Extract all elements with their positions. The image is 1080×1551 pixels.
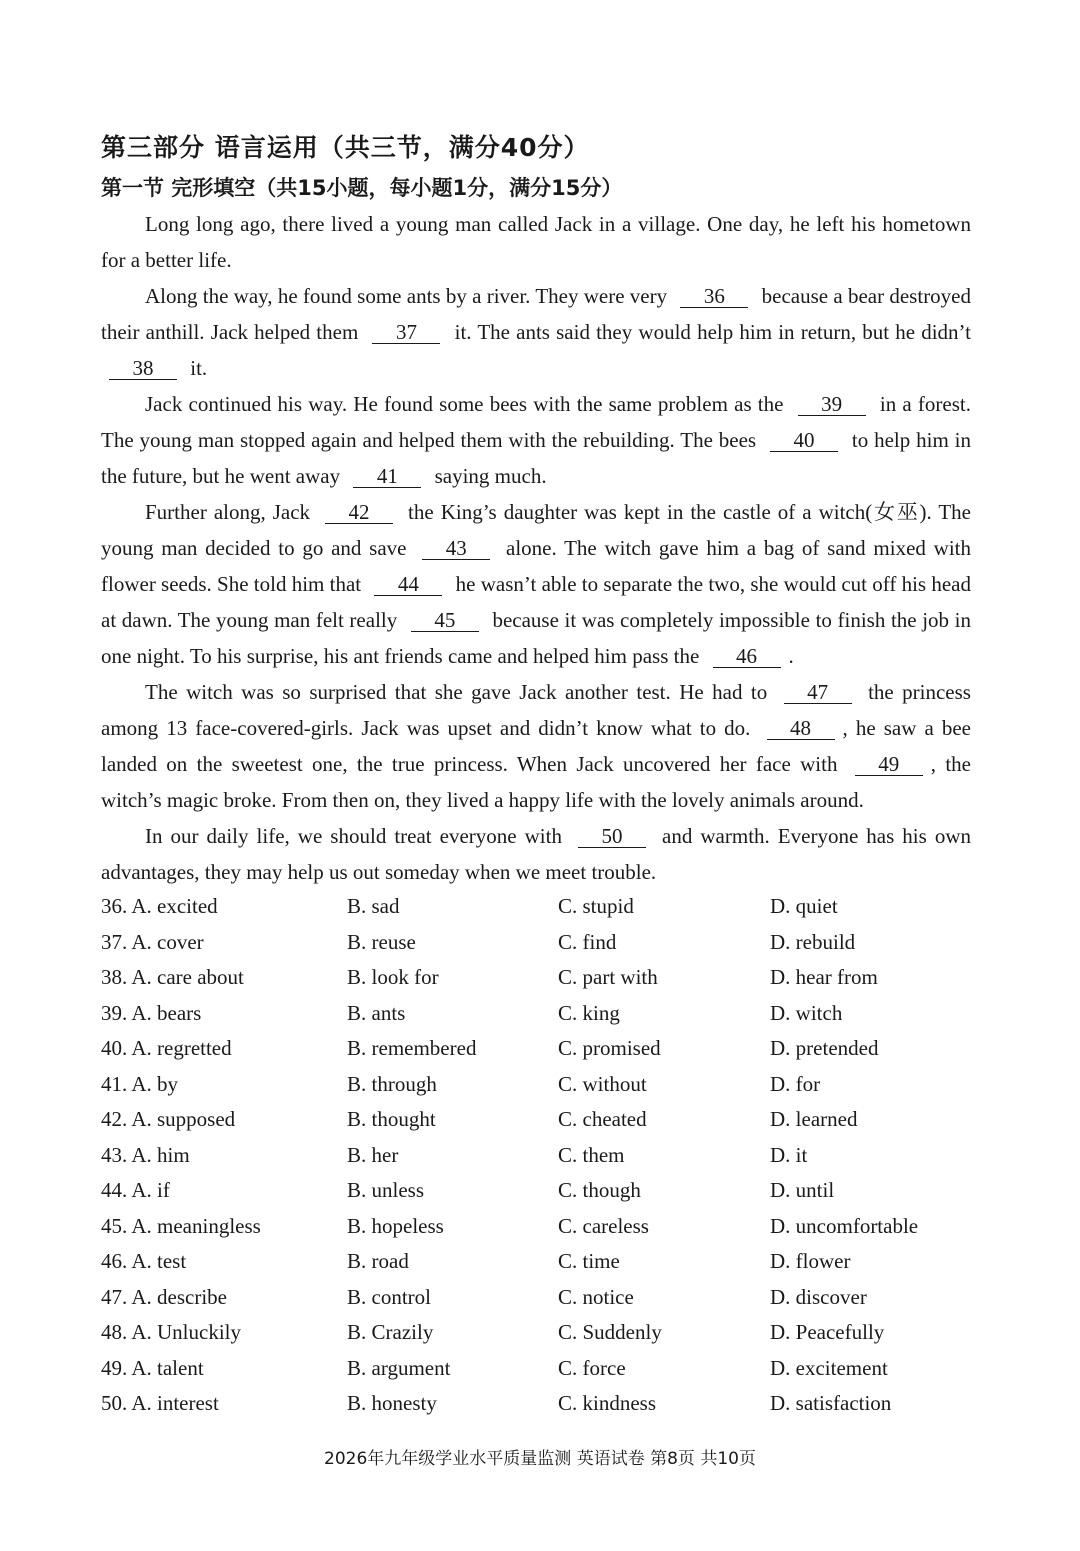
passage-text: it. <box>185 356 208 380</box>
option-d: D. pretended <box>770 1036 879 1060</box>
option-a: 41. A. by <box>101 1071 179 1096</box>
passage-text: saying much. <box>429 464 547 488</box>
option-b: B. unless <box>347 1178 425 1202</box>
option-d: D. excitement <box>770 1355 888 1380</box>
option-a: 44. A. if <box>101 1178 170 1202</box>
passage-text: In our daily life, we should treat everyone with <box>145 824 571 848</box>
option-d: D. satisfaction <box>770 1391 892 1415</box>
blank-50: 50 <box>578 825 646 848</box>
passage-text: , the witch’s magic broke. From then on, they lived a happy life with the lovely animals around. <box>101 752 972 812</box>
passage-text: because it was completely impossible to finish the job in one night. To his surprise, his ant friends came and helped him pass the <box>101 608 971 668</box>
option-b: B. honesty <box>347 1391 437 1415</box>
option-a: 43. A. him <box>101 1142 190 1167</box>
paragraph-5 <box>101 674 971 818</box>
option-c: C. Suddenly <box>558 1320 662 1344</box>
blank-45: 45 <box>411 609 479 632</box>
option-b: B. sad <box>347 894 400 918</box>
option-b: B. hopeless <box>347 1213 444 1238</box>
option-d: D. hear from <box>770 965 878 989</box>
option-a: 36. A. excited <box>101 894 218 918</box>
option-c: C. kindness <box>558 1391 657 1415</box>
blank-40: 40 <box>770 429 838 452</box>
cloze-passage <box>101 206 971 890</box>
paragraph-4 <box>101 494 971 674</box>
blank-48: 48 <box>767 717 835 740</box>
option-b: B. thought <box>347 1107 436 1131</box>
option-a: 39. A. bears <box>101 1000 202 1025</box>
option-c: C. though <box>558 1178 641 1202</box>
passage-text: Along the way, he found some ants by a river. They were very <box>145 284 673 308</box>
passage-text: Long long ago, there lived a young man called Jack in a village. One day, he left his hometown for a better life. <box>101 212 971 272</box>
option-a: 50. A. interest <box>101 1391 219 1415</box>
option-b: B. control <box>347 1284 431 1309</box>
option-c: C. them <box>558 1142 625 1167</box>
option-row-40 <box>101 1031 971 1067</box>
option-b: B. reuse <box>347 929 416 954</box>
option-c: C. part with <box>558 965 658 989</box>
blank-41: 41 <box>353 465 421 488</box>
option-d: D. discover <box>770 1284 867 1309</box>
option-c: C. notice <box>558 1284 634 1309</box>
paragraph-6 <box>101 818 971 890</box>
option-row-45 <box>101 1209 971 1245</box>
option-d: D. learned <box>770 1107 858 1131</box>
option-a: 37. A. cover <box>101 929 204 954</box>
blank-43: 43 <box>422 537 490 560</box>
blank-46: 46 <box>713 645 781 668</box>
option-a: 45. A. meaningless <box>101 1213 261 1238</box>
blank-47: 47 <box>784 681 852 704</box>
option-d: D. until <box>770 1178 835 1202</box>
passage-text: . <box>788 644 794 668</box>
section-title: 第三部分 语言运用（共三节，满分40分） <box>101 133 590 162</box>
option-b: B. argument <box>347 1355 451 1380</box>
option-c: C. force <box>558 1355 626 1380</box>
option-d: D. for <box>770 1071 821 1096</box>
passage-text: the King’s daughter was kept in the castle of a witch(女巫). The young man decided to go and save <box>101 500 971 560</box>
option-row-38 <box>101 960 971 996</box>
option-a: 46. A. test <box>101 1249 187 1273</box>
passage-text: in a forest. The young man stopped again and helped them with the rebuilding. The bees <box>101 392 971 452</box>
option-c: C. without <box>558 1071 647 1096</box>
option-row-46 <box>101 1244 971 1280</box>
option-row-36 <box>101 889 971 925</box>
passage-text: Jack continued his way. He found some bees with the same problem as the <box>145 392 790 416</box>
option-c: C. find <box>558 929 617 954</box>
option-d: D. rebuild <box>770 929 856 954</box>
blank-49: 49 <box>855 753 923 776</box>
option-d: D. it <box>770 1142 808 1167</box>
option-c: C. time <box>558 1249 620 1273</box>
option-c: C. cheated <box>558 1107 647 1131</box>
option-a: 47. A. describe <box>101 1284 227 1309</box>
option-row-48 <box>101 1315 971 1351</box>
option-b: B. through <box>347 1071 437 1096</box>
option-b: B. look for <box>347 965 439 989</box>
blank-42: 42 <box>325 501 393 524</box>
option-a: 49. A. talent <box>101 1355 204 1380</box>
option-c: C. king <box>558 1000 620 1025</box>
option-a: 48. A. Unluckily <box>101 1320 241 1344</box>
option-d: D. flower <box>770 1249 851 1273</box>
option-b: B. Crazily <box>347 1320 434 1344</box>
option-b: B. ants <box>347 1000 406 1025</box>
passage-text: the princess among 13 face-covered-girls. Jack was upset and didn’t know what to do. <box>101 680 971 740</box>
option-c: C. stupid <box>558 894 634 918</box>
passage-text: he wasn’t able to separate the two, she would cut off his head at dawn. The young man felt really <box>101 572 971 632</box>
option-row-50 <box>101 1386 971 1422</box>
blank-38: 38 <box>109 357 177 380</box>
option-d: D. witch <box>770 1000 843 1025</box>
passage-text: Further along, Jack <box>145 500 318 524</box>
option-b: B. her <box>347 1142 399 1167</box>
passage-text: to help him in the future, but he went away <box>101 428 971 488</box>
passage-text: alone. The witch gave him a bag of sand mixed with flower seeds. She told him that <box>101 536 971 596</box>
option-b: B. road <box>347 1249 409 1273</box>
passage-text: , he saw a bee landed on the sweetest one, the true princess. When Jack uncovered her face with <box>101 716 971 776</box>
option-d: D. quiet <box>770 894 838 918</box>
blank-44: 44 <box>374 573 442 596</box>
option-d: D. Peacefully <box>770 1320 885 1344</box>
option-row-49 <box>101 1351 971 1387</box>
option-row-47 <box>101 1280 971 1316</box>
option-b: B. remembered <box>347 1036 477 1060</box>
option-a: 42. A. supposed <box>101 1107 236 1131</box>
option-row-44 <box>101 1173 971 1209</box>
passage-text: The witch was so surprised that she gave Jack another test. He had to <box>145 680 776 704</box>
blank-37: 37 <box>372 321 440 344</box>
option-row-37 <box>101 925 971 961</box>
option-a: 38. A. care about <box>101 965 244 989</box>
option-row-42 <box>101 1102 971 1138</box>
blank-36: 36 <box>680 285 748 308</box>
option-row-41 <box>101 1067 971 1103</box>
option-a: 40. A. regretted <box>101 1036 232 1060</box>
passage-text: because a bear destroyed their anthill. Jack helped them <box>101 284 972 344</box>
paragraph-1 <box>101 206 971 278</box>
option-c: C. promised <box>558 1036 661 1060</box>
paragraph-2 <box>101 278 971 386</box>
sub-title: 第一节 完形填空（共15小题，每小题1分，满分15分） <box>101 176 623 200</box>
option-row-39 <box>101 996 971 1032</box>
option-row-43 <box>101 1138 971 1174</box>
paragraph-3 <box>101 386 971 494</box>
option-d: D. uncomfortable <box>770 1213 919 1238</box>
passage-text: and warmth. Everyone has his own advantages, they may help us out someday when we meet trouble. <box>101 824 972 884</box>
option-c: C. careless <box>558 1213 649 1238</box>
answer-options <box>101 889 971 1422</box>
blank-39: 39 <box>798 393 866 416</box>
passage-text: it. The ants said they would help him in return, but he didn’t <box>448 320 971 344</box>
page-footer: 2026年九年级学业水平质量监测 英语试卷 第8页 共10页 <box>324 1449 756 1469</box>
